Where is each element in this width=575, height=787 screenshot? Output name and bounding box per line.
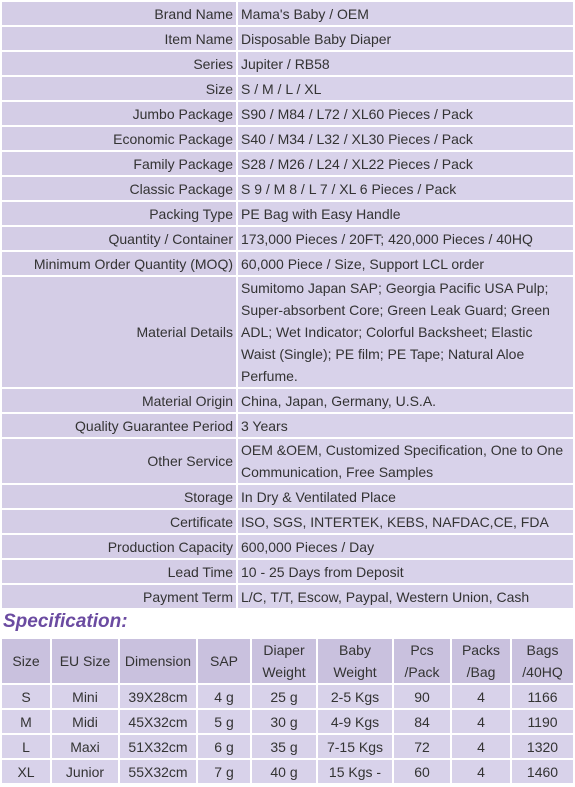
detail-value: S90 / M84 / L72 / XL60 Pieces / Pack <box>238 102 573 125</box>
spec-cell: 5 g <box>198 710 250 733</box>
detail-label: Family Package <box>2 152 236 175</box>
spec-header-row <box>2 639 573 683</box>
detail-row <box>2 585 573 608</box>
detail-row <box>2 227 573 250</box>
detail-label: Series <box>2 52 236 75</box>
detail-value: Mama's Baby / OEM <box>238 2 573 25</box>
detail-label: Lead Time <box>2 560 236 583</box>
detail-row <box>2 389 573 412</box>
spec-cell: 72 <box>394 735 450 758</box>
spec-header-text: Diaper <box>263 642 305 658</box>
spec-cell: Junior <box>52 760 118 783</box>
detail-row <box>2 2 573 25</box>
detail-row <box>2 252 573 275</box>
detail-value: Disposable Baby Diaper <box>238 27 573 50</box>
detail-label: Economic Package <box>2 127 236 150</box>
spec-header-cell <box>198 639 250 683</box>
spec-header-cell <box>394 639 450 683</box>
spec-cell: 35 g <box>252 735 316 758</box>
detail-row <box>2 52 573 75</box>
spec-header-cell <box>452 639 510 683</box>
detail-value: S28 / M26 / L24 / XL22 Pieces / Pack <box>238 152 573 175</box>
detail-row <box>2 535 573 558</box>
detail-label: Material Details <box>2 277 236 387</box>
detail-label: Quality Guarantee Period <box>2 414 236 437</box>
detail-value: S40 / M34 / L32 / XL30 Pieces / Pack <box>238 127 573 150</box>
spec-cell: XL <box>2 760 50 783</box>
detail-label: Jumbo Package <box>2 102 236 125</box>
detail-value: 10 - 25 Days from Deposit <box>238 560 573 583</box>
detail-row <box>2 127 573 150</box>
detail-row <box>2 510 573 533</box>
detail-row <box>2 202 573 225</box>
spec-cell: 2-5 Kgs <box>318 685 392 708</box>
detail-row <box>2 102 573 125</box>
detail-value: PE Bag with Easy Handle <box>238 202 573 225</box>
detail-value: Jupiter / RB58 <box>238 52 573 75</box>
spec-header-cell <box>52 639 118 683</box>
detail-label: Packing Type <box>2 202 236 225</box>
spec-cell: 4-9 Kgs <box>318 710 392 733</box>
detail-label: Storage <box>2 485 236 508</box>
detail-value: ISO, SGS, INTERTEK, KEBS, NAFDAC,CE, FDA <box>238 510 573 533</box>
detail-value: L/C, T/T, Escow, Paypal, Western Union, Cash <box>238 585 573 608</box>
spec-cell: 4 <box>452 760 510 783</box>
detail-label: Production Capacity <box>2 535 236 558</box>
spec-cell: 25 g <box>252 685 316 708</box>
detail-row <box>2 277 573 387</box>
spec-header-text: Baby <box>339 642 371 658</box>
spec-cell: 4 <box>452 710 510 733</box>
spec-header-text: EU Size <box>59 653 111 669</box>
detail-value: 173,000 Pieces / 20FT; 420,000 Pieces / 40HQ <box>238 227 573 250</box>
spec-cell: 1320 <box>512 735 573 758</box>
spec-cell: 40 g <box>252 760 316 783</box>
spec-cell: 15 Kgs - <box>318 760 392 783</box>
spec-cell: 4 <box>452 735 510 758</box>
detail-value: 3 Years <box>238 414 573 437</box>
detail-value: 60,000 Piece / Size, Support LCL order <box>238 252 573 275</box>
spec-header-text: Weight <box>333 664 377 680</box>
spec-header-text: /Pack <box>404 664 440 680</box>
spec-header-text: Dimension <box>124 653 192 669</box>
spec-cell: 60 <box>394 760 450 783</box>
spec-cell: Midi <box>52 710 118 733</box>
spec-row <box>2 710 573 733</box>
spec-cell: 51X32cm <box>120 735 196 758</box>
spec-cell: 90 <box>394 685 450 708</box>
detail-row <box>2 439 573 483</box>
detail-value: OEM &OEM, Customized Specification, One to One Communication, Free Samples <box>238 439 573 483</box>
spec-cell: 4 <box>452 685 510 708</box>
spec-header-text: /Bag <box>466 664 496 680</box>
detail-label: Material Origin <box>2 389 236 412</box>
detail-label: Payment Term <box>2 585 236 608</box>
spec-row <box>2 760 573 783</box>
spec-header-text: /40HQ <box>522 664 563 680</box>
detail-label: Item Name <box>2 27 236 50</box>
detail-row <box>2 560 573 583</box>
spec-header-text: SAP <box>209 653 238 669</box>
detail-label: Certificate <box>2 510 236 533</box>
detail-label: Quantity / Container <box>2 227 236 250</box>
detail-value: S 9 / M 8 / L 7 / XL 6 Pieces / Pack <box>238 177 573 200</box>
spec-cell: L <box>2 735 50 758</box>
spec-cell: M <box>2 710 50 733</box>
spec-cell: 1190 <box>512 710 573 733</box>
specification-table <box>0 637 575 785</box>
detail-label: Classic Package <box>2 177 236 200</box>
detail-value: Sumitomo Japan SAP; Georgia Pacific USA Pulp; Super-absorbent Core; Green Leak Guard; Green ADL; Wet Indicator; Colorful Backsheet; Elastic Waist (Single); PE film; PE Tape; Natural Aloe Perfume. <box>238 277 573 387</box>
spec-cell: Mini <box>52 685 118 708</box>
detail-label: Other Service <box>2 439 236 483</box>
spec-cell: 4 g <box>198 685 250 708</box>
spec-header-text: Bags <box>526 642 559 658</box>
spec-header-text: Packs <box>461 642 501 658</box>
spec-row <box>2 685 573 708</box>
spec-header-cell <box>120 639 196 683</box>
spec-cell: 7 g <box>198 760 250 783</box>
spec-header-cell <box>252 639 316 683</box>
spec-cell: 1166 <box>512 685 573 708</box>
spec-cell: 84 <box>394 710 450 733</box>
detail-value: China, Japan, Germany, U.S.A. <box>238 389 573 412</box>
detail-value: In Dry & Ventilated Place <box>238 485 573 508</box>
spec-row <box>2 735 573 758</box>
spec-cell: Maxi <box>52 735 118 758</box>
spec-cell: 1460 <box>512 760 573 783</box>
spec-cell: 30 g <box>252 710 316 733</box>
spec-cell: 45X32cm <box>120 710 196 733</box>
spec-cell: S <box>2 685 50 708</box>
detail-label: Size <box>2 77 236 100</box>
detail-value: S / M / L / XL <box>238 77 573 100</box>
detail-label: Minimum Order Quantity (MOQ) <box>2 252 236 275</box>
detail-row <box>2 152 573 175</box>
detail-row <box>2 177 573 200</box>
detail-row <box>2 27 573 50</box>
spec-header-text: Pcs <box>410 642 434 658</box>
spec-cell: 7-15 Kgs <box>318 735 392 758</box>
detail-row <box>2 414 573 437</box>
detail-row <box>2 77 573 100</box>
detail-label: Brand Name <box>2 2 236 25</box>
spec-header-cell <box>318 639 392 683</box>
spec-header-text: Size <box>12 653 40 669</box>
detail-row <box>2 485 573 508</box>
spec-cell: 39X28cm <box>120 685 196 708</box>
spec-cell: 55X32cm <box>120 760 196 783</box>
spec-header-cell <box>512 639 573 683</box>
spec-cell: 6 g <box>198 735 250 758</box>
detail-value: 600,000 Pieces / Day <box>238 535 573 558</box>
specification-title: Specification: <box>3 611 128 632</box>
spec-header-text: Weight <box>262 664 306 680</box>
spec-header-cell <box>2 639 50 683</box>
